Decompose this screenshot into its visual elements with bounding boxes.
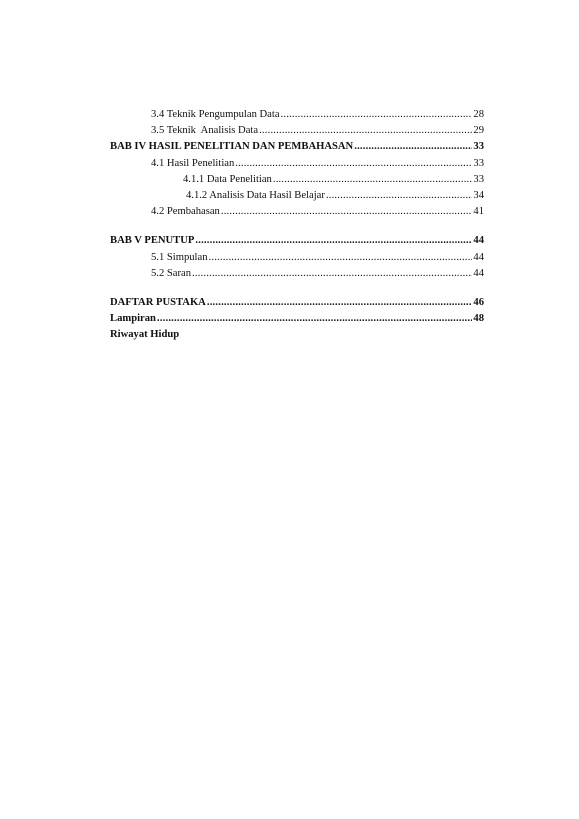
- toc-entry-title: 4.1 Hasil Penelitian: [151, 157, 235, 169]
- toc-entry-5-1: [110, 250, 484, 266]
- toc-entry-title: BAB IV HASIL PENELITIAN DAN PEMBAHASAN: [110, 141, 354, 153]
- toc-entry-title: BAB V PENUTUP: [110, 235, 195, 247]
- toc-entry-page: 29: [473, 125, 484, 137]
- toc-entry-5-2: [110, 266, 484, 282]
- toc-entry-page: 46: [473, 296, 484, 308]
- dot-leader: [273, 172, 473, 188]
- dot-leader: [221, 204, 473, 220]
- toc-entry-title: 5.1 Simpulan: [151, 251, 208, 263]
- toc-entry-daftar-pustaka: [110, 295, 484, 311]
- toc-entry-page: 33: [473, 157, 484, 169]
- table-of-contents: [110, 107, 484, 343]
- dot-leader: [207, 295, 473, 311]
- toc-entry-page: 44: [473, 267, 484, 279]
- toc-entry-bab-5: [110, 233, 484, 249]
- toc-entry-page: 41: [473, 206, 484, 218]
- toc-entry-title: Riwayat Hidup: [110, 329, 180, 341]
- dot-leader: [281, 107, 473, 123]
- dot-leader: [157, 311, 472, 327]
- dot-leader: [354, 139, 472, 155]
- toc-entry-page: 34: [473, 189, 484, 201]
- section-gap: [110, 282, 484, 295]
- toc-entry-title: Lampiran: [110, 313, 156, 325]
- toc-entry-page: 33: [473, 173, 484, 185]
- toc-entry-page: 48: [473, 313, 484, 325]
- toc-entry-page: 33: [473, 141, 484, 153]
- dot-leader: [195, 233, 472, 249]
- toc-entry-title: 4.2 Pembahasan: [151, 206, 220, 218]
- toc-entry-3-4: [110, 107, 484, 123]
- toc-entry-lampiran: [110, 311, 484, 327]
- dot-leader: [259, 123, 472, 139]
- toc-entry-bab-4: [110, 139, 484, 155]
- toc-entry-page: 44: [473, 251, 484, 263]
- toc-entry-title: 5.2 Saran: [151, 267, 192, 279]
- toc-entry-page: 28: [473, 109, 484, 120]
- toc-entry-page: 44: [473, 235, 484, 247]
- toc-entry-title: 3.5 Teknik Analisis Data: [151, 125, 259, 137]
- toc-entry-riwayat-hidup: [110, 327, 484, 343]
- toc-entry-4-1: [110, 156, 484, 172]
- dot-leader: [209, 250, 473, 266]
- dot-leader: [192, 266, 472, 282]
- toc-entry-title: 4.1.1 Data Penelitian: [183, 173, 272, 185]
- toc-entry-title: 3.4 Teknik Pengumpulan Data: [151, 109, 280, 120]
- toc-entry-4-1-2: [110, 188, 484, 204]
- toc-entry-title: DAFTAR PUSTAKA: [110, 296, 206, 308]
- toc-entry-4-2: [110, 204, 484, 220]
- section-gap: [110, 220, 484, 233]
- dot-leader: [235, 156, 472, 172]
- toc-entry-3-5: [110, 123, 484, 139]
- toc-entry-4-1-1: [110, 172, 484, 188]
- dot-leader: [326, 188, 473, 204]
- toc-entry-title: 4.1.2 Analisis Data Hasil Belajar: [186, 189, 325, 201]
